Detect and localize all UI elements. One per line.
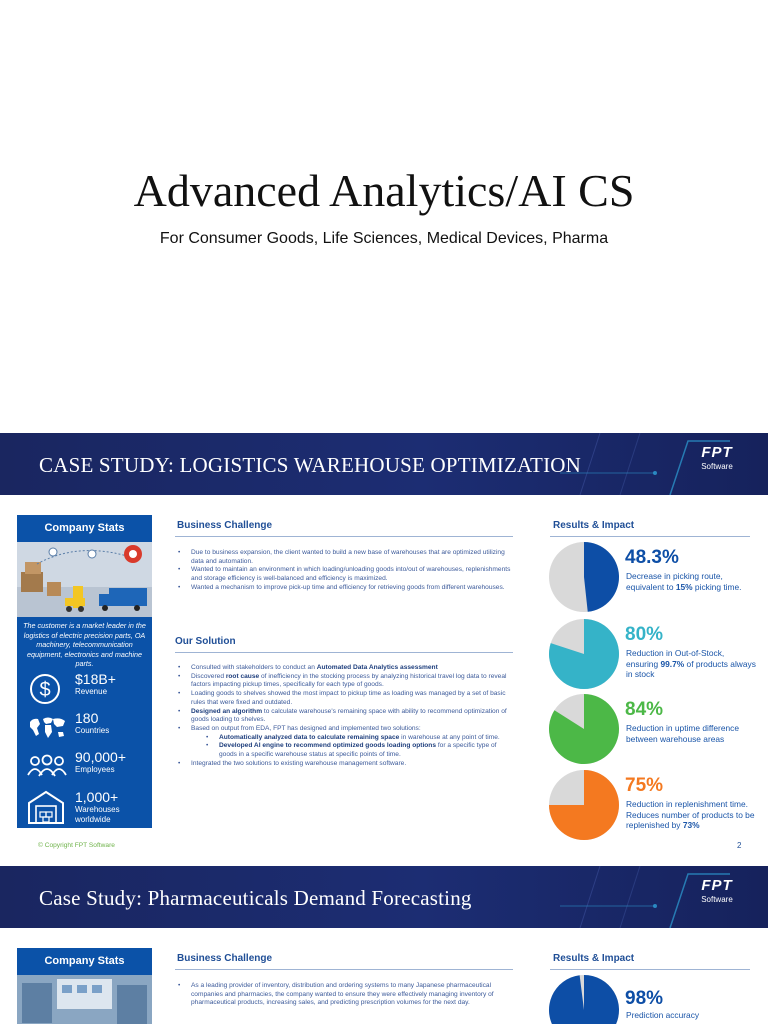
list-item: • Based on output from EDA, FPT has designed and implemented two solutions:	[178, 725, 513, 734]
fpt-logo	[688, 878, 746, 906]
result-item	[548, 974, 758, 1024]
logo-sub: Software	[701, 462, 733, 471]
list-item: • Wanted a mechanism to improve pick-up time and efficiency for retrieving goods from different warehouses.	[178, 584, 513, 593]
stat-warehouses	[27, 789, 149, 825]
pie-value-slice	[584, 542, 619, 612]
pie-value-slice	[549, 975, 619, 1024]
results-heading: Results & Impact	[553, 520, 635, 531]
stat-label: Countries	[75, 726, 110, 735]
fpt-logo	[688, 445, 746, 473]
dollar-icon	[27, 671, 67, 707]
company-stats-heading: Company Stats	[44, 955, 125, 967]
company-description: The customer is a market leader in the logistics of electric precision parts, OA machinery, telecommunication equipment, electronics and machine parts.	[23, 621, 146, 668]
list-item: • Due to business expansion, the client wanted to build a new base of warehouses that are optimized utilizing data and automation.	[178, 549, 513, 566]
slide-banner	[0, 866, 768, 928]
result-pie-chart	[548, 618, 620, 690]
result-pie-chart	[548, 769, 620, 841]
logistics-illustration	[17, 542, 152, 617]
result-pie-chart	[548, 693, 620, 765]
sub-list-item: • Automatically analyzed data to calculate remaining space in warehouse at any point of time.	[178, 734, 513, 743]
slide-title: CASE STUDY: LOGISTICS WAREHOUSE OPTIMIZATION	[39, 453, 581, 477]
stat-value: 1,000+	[75, 789, 119, 805]
result-item	[548, 693, 758, 765]
sub-list-item: • Developed AI engine to recommend optimized goods loading options for a specific type of goods in a specific warehouse status at specific points of time.	[178, 742, 513, 759]
result-description: Reduction in Out-of-Stock, ensuring 99.7% of products always in stock	[626, 648, 756, 680]
list-item: • Integrated the two solutions to existing warehouse management software.	[178, 760, 513, 769]
company-stats-panel	[17, 948, 152, 1024]
slide-pharma	[0, 866, 768, 1024]
result-value: 80%	[625, 624, 664, 645]
business-challenge-heading: Business Challenge	[177, 953, 273, 964]
stat-value: $18B+	[75, 671, 116, 687]
result-value: 84%	[625, 699, 664, 720]
result-description: Decrease in picking route, equivalent to 15% picking time.	[626, 571, 742, 592]
result-item	[548, 618, 758, 690]
svg-text:$: $	[39, 679, 51, 701]
pharmacy-illustration-graphic	[17, 975, 152, 1024]
list-item: • Wanted to maintain an environment in which loading/unloading goods into/out of warehouses, replenishments and storage efficiency is well-balanced and efficiency is maximized.	[178, 566, 513, 583]
list-item: • Discovered root cause of inefficiency in the stocking process by analyzing historical travel log data to reveal factors impacting pickup times, specifically for each type of goods.	[178, 673, 513, 690]
logo-sub: Software	[701, 895, 733, 904]
logo-mark: FPT	[701, 444, 733, 461]
our-solution-list	[178, 664, 513, 768]
stat-label: Revenue	[75, 687, 108, 696]
result-value: 98%	[625, 988, 664, 1009]
result-value: 75%	[625, 775, 664, 796]
company-stats-heading: Company Stats	[44, 522, 125, 534]
logo-mark: FPT	[701, 877, 733, 894]
page-number: 2	[737, 841, 742, 850]
section-divider	[550, 536, 750, 537]
slide-logistics	[0, 433, 768, 865]
section-divider	[175, 652, 513, 653]
stat-label: Warehouses worldwide	[75, 805, 120, 824]
stat-label: Employees	[75, 765, 115, 774]
people-icon	[27, 749, 67, 785]
result-item	[548, 769, 758, 841]
our-solution-heading: Our Solution	[175, 636, 236, 647]
business-challenge-list	[178, 549, 513, 593]
stat-revenue	[27, 671, 149, 707]
slide-title: Case Study: Pharmaceuticals Demand Forecasting	[39, 886, 472, 910]
result-description: Prediction accuracy	[626, 1010, 700, 1020]
section-divider	[175, 536, 513, 537]
results-heading: Results & Impact	[553, 953, 635, 964]
business-challenge-heading: Business Challenge	[177, 520, 273, 531]
list-item: • As a leading provider of inventory, distribution and ordering systems to many Japanese pharmaceutical companies and pharmacies, the company wanted to ensure they were effectively managing inventory of pharmaceutical products, increasing sales, and predicting prescription volumes for the next day.	[178, 982, 513, 1008]
pharmacy-illustration	[17, 975, 152, 1024]
business-challenge-list	[178, 982, 513, 1008]
result-description: Reduction in uptime difference between warehouse areas	[626, 723, 739, 744]
result-description: Reduction in replenishment time. Reduces number of products to be replenished by 73%	[626, 799, 755, 831]
stat-value: 180	[75, 710, 99, 726]
deck-subtitle: For Consumer Goods, Life Sciences, Medical Devices, Pharma	[159, 230, 609, 247]
result-pie-chart	[548, 974, 620, 1024]
list-item: • Consulted with stakeholders to conduct an Automated Data Analytics assessment	[178, 664, 513, 673]
result-value: 48.3%	[625, 547, 679, 568]
deck-title: Advanced Analytics/AI CS	[133, 165, 635, 216]
result-item	[548, 541, 758, 613]
list-item: • Loading goods to shelves showed the most impact to pickup time as loading was managed by a set of basic rules that were fixed and outdated.	[178, 690, 513, 707]
list-item: • Designed an algorithm to calculate warehouse's remaining space with ability to recommend optimization of goods loading to shelves.	[178, 708, 513, 725]
copyright-text: © Copyright FPT Software	[38, 842, 115, 849]
section-divider	[175, 969, 513, 970]
warehouse-icon	[27, 789, 67, 825]
result-pie-chart	[548, 541, 620, 613]
stat-countries	[27, 710, 149, 746]
logistics-illustration-graphic	[17, 542, 152, 617]
company-stats-panel	[17, 515, 152, 828]
section-divider	[550, 969, 750, 970]
stat-value: 90,000+	[75, 749, 126, 765]
title-slide	[0, 0, 768, 432]
slide-banner	[0, 433, 768, 495]
world-map-icon	[27, 710, 67, 746]
stat-employees	[27, 749, 149, 785]
